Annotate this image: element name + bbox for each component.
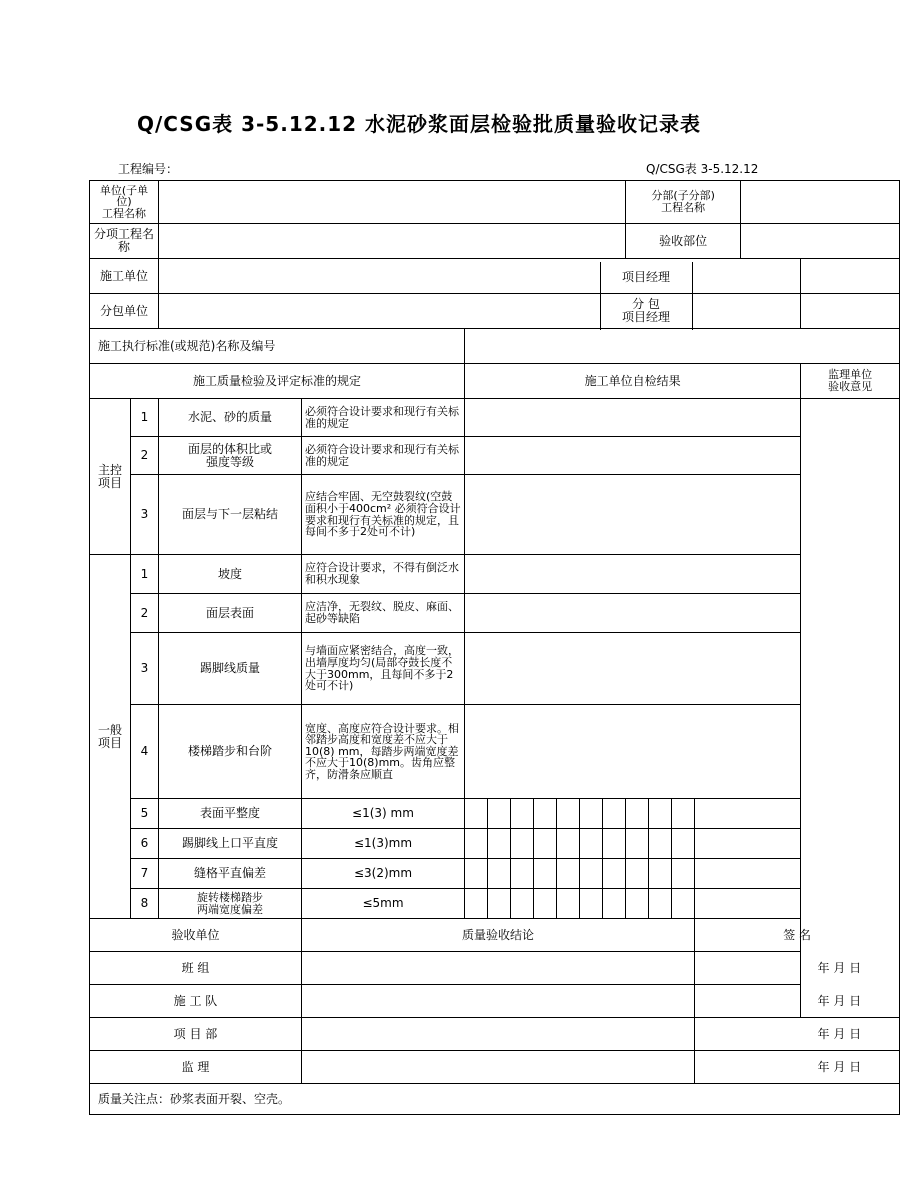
measure-cell[interactable] xyxy=(557,889,580,919)
measure-cell[interactable] xyxy=(534,829,557,859)
measure-cell[interactable] xyxy=(511,859,534,889)
item-tolerance: ≤1(3)mm xyxy=(302,829,465,859)
item-no: 3 xyxy=(131,633,159,705)
conclusion-cell[interactable] xyxy=(302,985,695,1018)
measure-cell[interactable] xyxy=(557,799,580,829)
sign-date[interactable]: 年 月 日 xyxy=(695,985,900,1018)
general-label: 一般 项目 xyxy=(90,555,131,919)
supervisor-header: 监理单位 验收意见 xyxy=(801,364,900,399)
acceptance-unit: 班 组 xyxy=(90,952,302,985)
measure-cell[interactable] xyxy=(649,889,672,919)
measure-cell[interactable] xyxy=(672,889,695,919)
sign-date[interactable]: 年 月 日 xyxy=(695,1051,900,1084)
conclusion-header: 质量验收结论 xyxy=(302,919,695,952)
pm-cell xyxy=(801,259,900,294)
measure-summary-cell[interactable] xyxy=(695,829,801,859)
self-check-cell[interactable] xyxy=(465,437,801,475)
subitem-name-value[interactable] xyxy=(159,224,626,259)
self-check-cell[interactable] xyxy=(465,555,801,594)
measure-cell[interactable] xyxy=(488,829,511,859)
unit-name-value[interactable] xyxy=(159,181,626,224)
item-name: 面层表面 xyxy=(159,594,302,633)
measure-cell[interactable] xyxy=(534,889,557,919)
item-requirement: 宽度、高度应符合设计要求。相邻踏步高度和宽度差不应大于10(8) mm，每踏步两端宽度差不应大于10(8)mm。齿角应整齐，防滑条应顺直 xyxy=(302,705,465,799)
item-no: 2 xyxy=(131,437,159,475)
measure-cell[interactable] xyxy=(465,859,488,889)
measure-cell[interactable] xyxy=(672,859,695,889)
measure-cell[interactable] xyxy=(465,829,488,859)
measure-cell[interactable] xyxy=(649,859,672,889)
measure-cell[interactable] xyxy=(649,799,672,829)
measure-cell[interactable] xyxy=(465,799,488,829)
form-code: Q/CSG表 3-5.12.12 xyxy=(646,162,759,176)
contractor-value[interactable] xyxy=(159,259,801,294)
item-no: 1 xyxy=(131,399,159,437)
item-requirement: 必须符合设计要求和现行有关标准的规定 xyxy=(302,399,465,437)
standard-value[interactable] xyxy=(465,329,900,364)
main-control-label: 主控 项目 xyxy=(90,399,131,555)
self-check-cell[interactable] xyxy=(465,399,801,437)
measure-cell[interactable] xyxy=(511,829,534,859)
pm-divider-left xyxy=(600,262,601,330)
unit-name-label: 单位(子单位) 工程名称 xyxy=(90,181,159,224)
measure-cell[interactable] xyxy=(465,889,488,919)
item-name: 踢脚线质量 xyxy=(159,633,302,705)
spec-header: 施工质量检验及评定标准的规定 xyxy=(90,364,465,399)
division-name-label: 分部(子分部) 工程名称 xyxy=(626,181,741,224)
acceptance-unit: 项 目 部 xyxy=(90,1018,302,1051)
measure-cell[interactable] xyxy=(511,799,534,829)
item-no: 8 xyxy=(131,889,159,919)
measure-cell[interactable] xyxy=(672,829,695,859)
item-tolerance: ≤5mm xyxy=(302,889,465,919)
standard-label: 施工执行标准(或规范)名称及编号 xyxy=(90,329,465,364)
measure-cell[interactable] xyxy=(580,799,603,829)
item-no: 6 xyxy=(131,829,159,859)
sub-pm-label: 分 包 项目经理 xyxy=(605,298,687,328)
item-name: 踢脚线上口平直度 xyxy=(159,829,302,859)
item-name: 水泥、砂的质量 xyxy=(159,399,302,437)
measure-summary-cell[interactable] xyxy=(695,859,801,889)
item-no: 3 xyxy=(131,475,159,555)
self-check-cell[interactable] xyxy=(465,475,801,555)
item-tolerance: ≤3(2)mm xyxy=(302,859,465,889)
measure-cell[interactable] xyxy=(626,799,649,829)
item-name: 缝格平直偏差 xyxy=(159,859,302,889)
acceptance-part-label: 验收部位 xyxy=(626,224,741,259)
sign-header: 签 名 xyxy=(695,919,900,952)
acceptance-unit: 监 理 xyxy=(90,1051,302,1084)
measure-cell[interactable] xyxy=(603,799,626,829)
item-tolerance: ≤1(3) mm xyxy=(302,799,465,829)
item-name: 坡度 xyxy=(159,555,302,594)
item-no: 2 xyxy=(131,594,159,633)
measure-cell[interactable] xyxy=(534,859,557,889)
measure-cell[interactable] xyxy=(580,859,603,889)
item-requirement: 应符合设计要求，不得有倒泛水和积水现象 xyxy=(302,555,465,594)
subcontractor-value[interactable] xyxy=(159,294,801,329)
measure-cell[interactable] xyxy=(557,859,580,889)
conclusion-cell[interactable] xyxy=(302,952,695,985)
conclusion-cell[interactable] xyxy=(302,1018,695,1051)
item-no: 7 xyxy=(131,859,159,889)
item-requirement: 应洁净，无裂纹、脱皮、麻面、起砂等缺陷 xyxy=(302,594,465,633)
item-no: 1 xyxy=(131,555,159,594)
measure-cell[interactable] xyxy=(603,889,626,919)
sign-date[interactable]: 年 月 日 xyxy=(695,952,900,985)
item-no: 5 xyxy=(131,799,159,829)
form-title: Q/CSG表 3-5.12.12 水泥砂浆面层检验批质量验收记录表 xyxy=(136,112,702,136)
measure-cell[interactable] xyxy=(580,889,603,919)
inspection-table xyxy=(89,180,900,1115)
pm-label: 项目经理 xyxy=(605,266,687,288)
self-check-cell[interactable] xyxy=(465,594,801,633)
measure-summary-cell[interactable] xyxy=(695,799,801,829)
measure-cell[interactable] xyxy=(488,889,511,919)
conclusion-cell[interactable] xyxy=(302,1051,695,1084)
measure-cell[interactable] xyxy=(488,799,511,829)
item-requirement: 必须符合设计要求和现行有关标准的规定 xyxy=(302,437,465,475)
measure-cell[interactable] xyxy=(580,829,603,859)
self-check-cell[interactable] xyxy=(465,633,801,705)
acceptance-unit-header: 验收单位 xyxy=(90,919,302,952)
measure-cell[interactable] xyxy=(626,829,649,859)
subcontractor-label: 分包单位 xyxy=(90,294,159,329)
item-requirement: 应结合牢固、无空鼓裂纹(空鼓面积小于400cm² 必须符合设计要求和现行有关标准的规定，且每间不多于2处可不计) xyxy=(302,475,465,555)
acceptance-unit: 施 工 队 xyxy=(90,985,302,1018)
item-requirement: 与墙面应紧密结合，高度一致，出墙厚度均匀(局部夺鼓长度不大于300mm，且每间不多于2处可不计) xyxy=(302,633,465,705)
acceptance-part-value[interactable] xyxy=(741,224,900,259)
sign-date[interactable]: 年 月 日 xyxy=(695,1018,900,1051)
item-name: 面层与下一层粘结 xyxy=(159,475,302,555)
division-name-value[interactable] xyxy=(741,181,900,224)
self-check-cell[interactable] xyxy=(465,705,801,799)
item-name: 面层的体积比或 强度等级 xyxy=(159,437,302,475)
self-check-header: 施工单位自检结果 xyxy=(465,364,801,399)
subitem-name-label: 分项工程名称 xyxy=(90,224,159,259)
measure-cell[interactable] xyxy=(534,799,557,829)
sub-pm-value[interactable] xyxy=(801,294,900,329)
project-number-label: 工程编号： xyxy=(118,162,179,176)
measure-cell[interactable] xyxy=(626,859,649,889)
item-name: 旋转楼梯踏步 两端宽度偏差 xyxy=(159,889,302,919)
contractor-label: 施工单位 xyxy=(90,259,159,294)
measure-cell[interactable] xyxy=(511,889,534,919)
measure-cell[interactable] xyxy=(672,799,695,829)
item-name: 楼梯踏步和台阶 xyxy=(159,705,302,799)
pm-divider xyxy=(692,262,693,330)
measure-cell[interactable] xyxy=(603,859,626,889)
measure-cell[interactable] xyxy=(488,859,511,889)
quality-note: 质量关注点：砂浆表面开裂、空壳。 xyxy=(90,1084,900,1115)
measure-summary-cell[interactable] xyxy=(695,889,801,919)
measure-cell[interactable] xyxy=(557,829,580,859)
item-no: 4 xyxy=(131,705,159,799)
measure-cell[interactable] xyxy=(603,829,626,859)
measure-cell[interactable] xyxy=(626,889,649,919)
measure-cell[interactable] xyxy=(649,829,672,859)
item-name: 表面平整度 xyxy=(159,799,302,829)
